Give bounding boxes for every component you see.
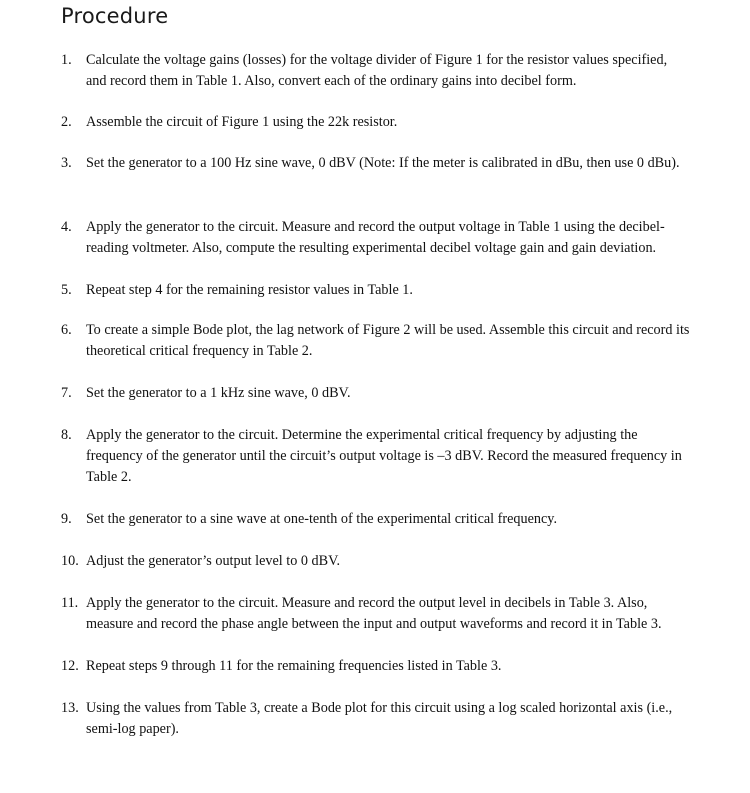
step-number: 8.	[61, 427, 72, 443]
step-text: Set the generator to a 1 kHz sine wave, 0 dBV.	[86, 385, 351, 401]
step-text: Set the generator to a 100 Hz sine wave, 0 dBV (Note: If the meter is calibrated in dBu, then use 0 dBu).	[86, 155, 680, 171]
step-item	[0, 50, 750, 92]
step-text: Apply the generator to the circuit. Determine the experimental critical frequency by adjusting the frequency of the generator until the circuit’s output voltage is –3 dBV. Record the measured frequency in Table 2.	[86, 427, 682, 485]
step-text: Using the values from Table 3, create a Bode plot for this circuit using a log scaled horizontal axis (i.e., semi-log paper).	[86, 700, 673, 737]
step-text: Calculate the voltage gains (losses) for the voltage divider of Figure 1 for the resistor values specified, and record them in Table 1. Also, convert each of the ordinary gains into decibel form.	[86, 52, 668, 89]
step-text: To create a simple Bode plot, the lag network of Figure 2 will be used. Assemble this circuit and record its theoretical critical frequency in Table 2.	[86, 322, 690, 359]
step-item	[0, 698, 750, 740]
step-number: 5.	[61, 282, 72, 298]
step-text: Adjust the generator’s output level to 0 dBV.	[86, 553, 341, 569]
step-item	[0, 112, 457, 133]
step-number: 6.	[61, 322, 72, 338]
step-item	[0, 551, 400, 572]
step-number: 1.	[61, 52, 72, 68]
step-item	[0, 280, 473, 301]
step-number: 10.	[61, 553, 79, 569]
step-number: 11.	[61, 595, 79, 611]
step-item	[0, 593, 750, 635]
step-item	[0, 509, 617, 530]
step-number: 12.	[61, 658, 79, 674]
step-item	[0, 656, 561, 677]
step-number: 3.	[61, 155, 72, 171]
step-text: Assemble the circuit of Figure 1 using the 22k resistor.	[86, 114, 398, 130]
step-text: Repeat steps 9 through 11 for the remaining frequencies listed in Table 3.	[86, 658, 502, 674]
step-number: 13.	[61, 700, 79, 716]
step-number: 7.	[61, 385, 72, 401]
step-number: 4.	[61, 219, 72, 235]
step-item	[0, 320, 750, 362]
step-number: 2.	[61, 114, 72, 130]
step-text: Apply the generator to the circuit. Measure and record the output voltage in Table 1 using the decibel-reading voltmeter. Also, compute the resulting experimental decibel voltage gain and gain deviation.	[86, 219, 665, 256]
step-item	[0, 425, 750, 488]
step-text: Apply the generator to the circuit. Measure and record the output level in decibels in Table 3. Also, measure and record the phase angle between the input and output waveforms and record it in Table 3.	[86, 595, 662, 632]
step-text: Set the generator to a sine wave at one-tenth of the experimental critical frequency.	[86, 511, 557, 527]
step-item	[0, 153, 740, 174]
step-number: 9.	[61, 511, 72, 527]
step-text: Repeat step 4 for the remaining resistor values in Table 1.	[86, 282, 413, 298]
page-title: Procedure	[61, 4, 169, 28]
step-item	[0, 383, 411, 404]
step-item	[0, 217, 750, 259]
